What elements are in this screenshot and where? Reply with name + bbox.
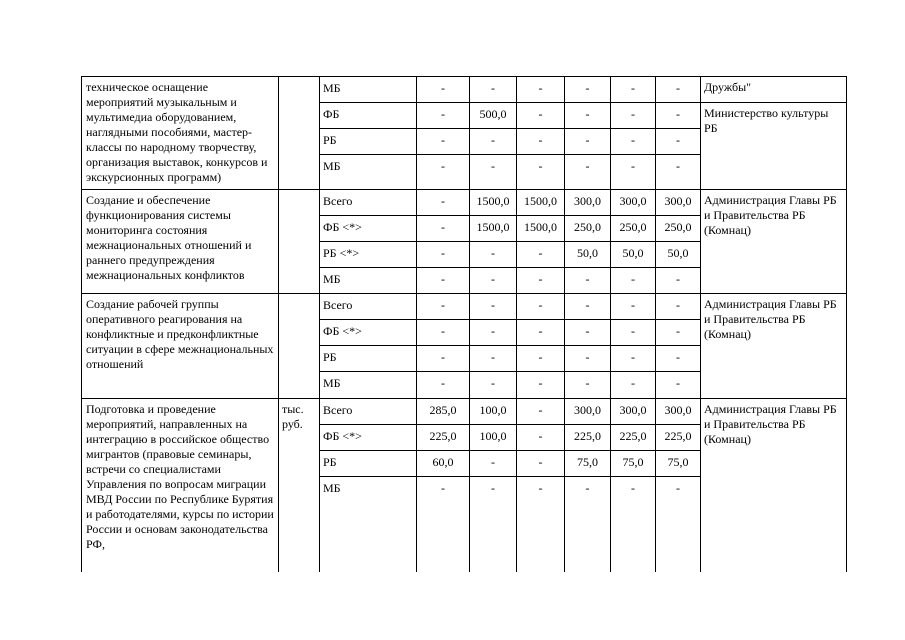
funding-value: -	[517, 129, 565, 155]
funding-value: 50,0	[656, 242, 701, 268]
funding-value: -	[470, 242, 517, 268]
funding-value: -	[517, 268, 565, 294]
funding-value: -	[470, 346, 517, 372]
funding-value: 60,0	[417, 451, 470, 477]
unit-of-measure: тыс. руб.	[279, 399, 320, 572]
table-row	[82, 77, 847, 103]
funding-source: РБ	[320, 451, 417, 477]
funding-value: -	[611, 294, 656, 320]
funding-value: 1500,0	[517, 190, 565, 216]
funding-value: -	[565, 155, 611, 190]
funding-value: -	[565, 477, 611, 572]
funding-value: 1500,0	[517, 216, 565, 242]
funding-value: -	[565, 129, 611, 155]
activity-description: техническое оснащение мероприятий музыкальным и мультимедиа оборудованием, наглядными пособиями, мастер-классы по народному творчеству, организация выставок, конкурсов и экскурсионных программ)	[82, 77, 279, 190]
funding-value: -	[565, 320, 611, 346]
funding-value: -	[470, 451, 517, 477]
activity-description: Подготовка и проведение мероприятий, направленных на интеграцию в российское общество мигрантов (правовые семинары, встречи со специалистами Управления по вопросам миграции МВД России по Республике Бурятия и работодателями, курсы по истории России и основам законодательства РФ,	[82, 399, 279, 572]
funding-source: ФБ <*>	[320, 320, 417, 346]
responsible-executor: Администрация Главы РБ и Правительства РБ (Комнац)	[701, 294, 847, 399]
funding-value: -	[611, 129, 656, 155]
funding-value: 1500,0	[470, 190, 517, 216]
responsible-executor: Администрация Главы РБ и Правительства РБ (Комнац)	[701, 399, 847, 572]
funding-value: -	[517, 242, 565, 268]
funding-value: -	[470, 155, 517, 190]
program-activities-table	[81, 76, 847, 572]
funding-value: -	[417, 77, 470, 103]
funding-value: -	[417, 320, 470, 346]
funding-source: МБ	[320, 155, 417, 190]
funding-value: 1500,0	[470, 216, 517, 242]
funding-source: Всего	[320, 294, 417, 320]
table-row	[82, 190, 847, 216]
funding-value: -	[417, 155, 470, 190]
funding-value: -	[611, 155, 656, 190]
funding-value: -	[565, 294, 611, 320]
funding-value: -	[470, 320, 517, 346]
funding-value: -	[656, 477, 701, 572]
funding-value: -	[417, 216, 470, 242]
funding-value: 300,0	[656, 399, 701, 425]
funding-value: 75,0	[656, 451, 701, 477]
funding-value: -	[517, 477, 565, 572]
funding-value: -	[611, 477, 656, 572]
unit-of-measure	[279, 77, 320, 190]
funding-value: -	[417, 242, 470, 268]
funding-value: 225,0	[565, 425, 611, 451]
funding-value: -	[517, 77, 565, 103]
funding-value: -	[417, 103, 470, 129]
funding-value: -	[517, 320, 565, 346]
funding-value: -	[656, 77, 701, 103]
funding-value: -	[417, 268, 470, 294]
funding-value: 250,0	[611, 216, 656, 242]
funding-value: 250,0	[656, 216, 701, 242]
table-row	[82, 399, 847, 425]
funding-value: -	[517, 346, 565, 372]
funding-value: -	[611, 372, 656, 399]
funding-value: -	[656, 346, 701, 372]
funding-value: -	[517, 294, 565, 320]
funding-value: 300,0	[565, 399, 611, 425]
funding-value: -	[565, 268, 611, 294]
funding-value: -	[517, 451, 565, 477]
funding-source: ФБ <*>	[320, 425, 417, 451]
funding-value: -	[517, 372, 565, 399]
funding-value: -	[611, 346, 656, 372]
funding-value: 75,0	[565, 451, 611, 477]
funding-value: -	[517, 425, 565, 451]
unit-of-measure	[279, 294, 320, 399]
funding-value: -	[611, 77, 656, 103]
funding-value: -	[565, 346, 611, 372]
funding-source: МБ	[320, 477, 417, 572]
funding-value: -	[517, 155, 565, 190]
funding-source: Всего	[320, 399, 417, 425]
funding-value: 75,0	[611, 451, 656, 477]
funding-value: -	[656, 294, 701, 320]
funding-value: 100,0	[470, 399, 517, 425]
funding-source: РБ <*>	[320, 242, 417, 268]
responsible-executor: Министерство культуры РБ	[701, 103, 847, 190]
funding-value: -	[417, 346, 470, 372]
funding-source: РБ	[320, 346, 417, 372]
funding-source: РБ	[320, 129, 417, 155]
funding-value: -	[656, 320, 701, 346]
funding-value: -	[417, 372, 470, 399]
funding-source: МБ	[320, 268, 417, 294]
funding-value: -	[656, 268, 701, 294]
funding-value: -	[611, 320, 656, 346]
funding-value: 500,0	[470, 103, 517, 129]
funding-value: 50,0	[565, 242, 611, 268]
funding-value: -	[517, 399, 565, 425]
funding-value: -	[656, 372, 701, 399]
funding-value: -	[611, 103, 656, 129]
funding-value: -	[517, 103, 565, 129]
funding-value: -	[565, 103, 611, 129]
funding-value: 300,0	[611, 190, 656, 216]
funding-value: 225,0	[656, 425, 701, 451]
funding-source: ФБ	[320, 103, 417, 129]
funding-value: -	[470, 129, 517, 155]
funding-value: 225,0	[611, 425, 656, 451]
funding-source: МБ	[320, 372, 417, 399]
funding-value: -	[565, 372, 611, 399]
funding-value: 250,0	[565, 216, 611, 242]
funding-value: -	[470, 294, 517, 320]
funding-value: -	[417, 129, 470, 155]
responsible-executor: Администрация Главы РБ и Правительства РБ (Комнац)	[701, 190, 847, 294]
funding-value: 300,0	[611, 399, 656, 425]
funding-value: -	[470, 77, 517, 103]
funding-value: 100,0	[470, 425, 517, 451]
funding-value: -	[417, 477, 470, 572]
funding-value: -	[611, 268, 656, 294]
responsible-executor: Дружбы"	[701, 77, 847, 103]
funding-value: -	[470, 372, 517, 399]
funding-source: ФБ <*>	[320, 216, 417, 242]
funding-value: -	[656, 103, 701, 129]
funding-value: 285,0	[417, 399, 470, 425]
funding-value: -	[565, 77, 611, 103]
funding-value: 300,0	[565, 190, 611, 216]
funding-value: 50,0	[611, 242, 656, 268]
table-row	[82, 294, 847, 320]
funding-source: Всего	[320, 190, 417, 216]
funding-value: -	[470, 477, 517, 572]
unit-of-measure	[279, 190, 320, 294]
funding-value: -	[470, 268, 517, 294]
activity-description: Создание и обеспечение функционирования системы мониторинга состояния межнациональных отношений и раннего предупреждения межнациональных конфликтов	[82, 190, 279, 294]
funding-value: 225,0	[417, 425, 470, 451]
funding-value: -	[417, 294, 470, 320]
funding-value: -	[656, 155, 701, 190]
funding-value: -	[417, 190, 470, 216]
activity-description: Создание рабочей группы оперативного реагирования на конфликтные и предконфликтные ситуации в сфере межнациональных отношений	[82, 294, 279, 399]
funding-source: МБ	[320, 77, 417, 103]
funding-value: 300,0	[656, 190, 701, 216]
funding-value: -	[656, 129, 701, 155]
